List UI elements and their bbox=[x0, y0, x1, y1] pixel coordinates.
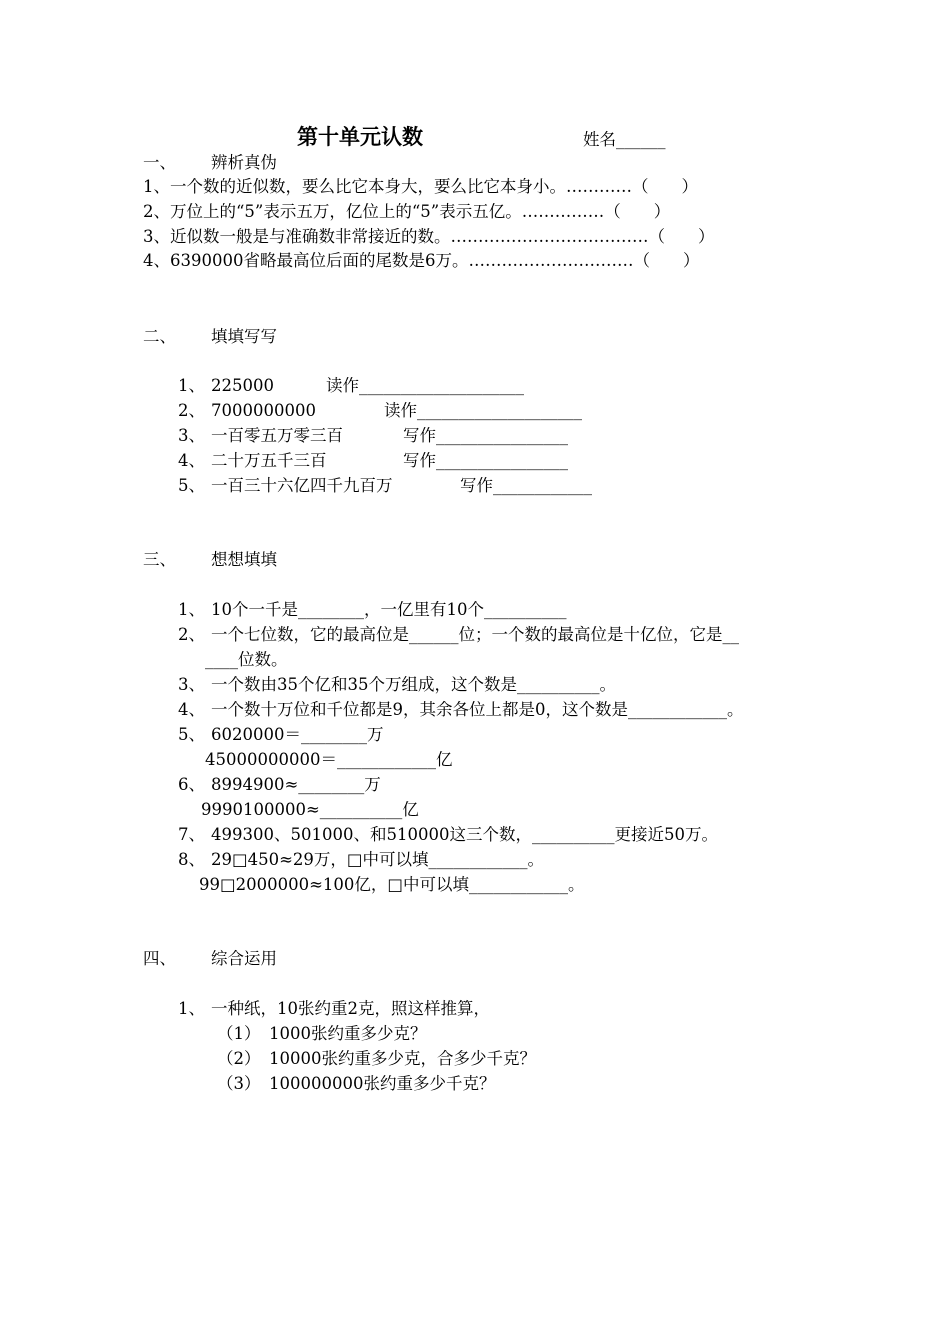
s3-item-1-number: 1、 bbox=[178, 600, 205, 619]
section-3-number: 三、 bbox=[143, 550, 176, 569]
section-3-title: 想想填填 bbox=[211, 550, 277, 569]
section-1-title: 辨析真伪 bbox=[211, 153, 277, 172]
s2-item-3-number: 3、 bbox=[178, 426, 205, 445]
s2-item-5-number: 5、 bbox=[178, 476, 205, 495]
section-2-title: 填填写写 bbox=[211, 327, 277, 346]
s4-sub-3-number: （3） bbox=[217, 1074, 261, 1093]
section-4-title: 综合运用 bbox=[211, 949, 277, 968]
s3-item-5a-text: 6020000＝________万 bbox=[211, 725, 384, 744]
s3-item-1-text: 10个一千是________，一亿里有10个__________ bbox=[211, 600, 567, 619]
s3-item-7-number: 7、 bbox=[178, 825, 205, 844]
s3-item-2-text: 一个七位数，它的最高位是______位；一个数的最高位是十亿位，它是__ bbox=[211, 625, 739, 644]
s4-sub-1-text: 1000张约重多少克？ bbox=[269, 1024, 427, 1043]
s2-item-3-text: 一百零五万零三百 bbox=[211, 426, 343, 445]
s3-item-7-text: 499300、501000、和510000这三个数，__________更接近50万。 bbox=[211, 825, 718, 844]
s2-item-1-text: 225000 bbox=[211, 376, 274, 395]
s4-item-1-text: 一种纸，10张约重2克，照这样推算， bbox=[211, 999, 490, 1018]
s4-sub-3-text: 100000000张约重多少千克？ bbox=[269, 1074, 496, 1093]
s3-item-5b-text: 45000000000＝____________亿 bbox=[205, 750, 453, 769]
s3-item-4-number: 4、 bbox=[178, 700, 205, 719]
s4-sub-1-number: （1） bbox=[217, 1024, 261, 1043]
s2-item-4-number: 4、 bbox=[178, 451, 205, 470]
s3-item-4-text: 一个数十万位和千位都是9，其余各位上都是0，这个数是____________。 bbox=[211, 700, 744, 719]
s2-item-4-text: 二十万五千三百 bbox=[211, 451, 327, 470]
section-2-number: 二、 bbox=[143, 327, 176, 346]
s4-item-1-number: 1、 bbox=[178, 999, 205, 1018]
s3-item-5-number: 5、 bbox=[178, 725, 205, 744]
s1-item-4: 4、6390000省略最高位后面的尾数是6万。…………………………（ ） bbox=[143, 251, 700, 270]
s2-item-2-answer: 读作____________________ bbox=[384, 401, 582, 420]
s2-item-3-answer: 写作________________ bbox=[403, 426, 568, 445]
s2-item-5-answer: 写作____________ bbox=[460, 476, 592, 495]
s3-item-8a-text: 29□450≈29万，□中可以填____________。 bbox=[211, 850, 544, 869]
s2-item-5-text: 一百三十六亿四千九百万 bbox=[211, 476, 393, 495]
s1-item-3: 3、近似数一般是与准确数非常接近的数。………………………………（ ） bbox=[143, 227, 715, 246]
s2-item-2-number: 2、 bbox=[178, 401, 205, 420]
s3-item-8b-text: 99□2000000≈100亿，□中可以填____________。 bbox=[199, 875, 585, 894]
s2-item-2-text: 7000000000 bbox=[211, 401, 316, 420]
s4-sub-2-text: 10000张约重多少克，合多少千克？ bbox=[269, 1049, 536, 1068]
s2-item-4-answer: 写作________________ bbox=[403, 451, 568, 470]
page-title: 第十单元认数 bbox=[297, 124, 423, 149]
s1-item-1: 1、一个数的近似数，要么比它本身大，要么比它本身小。…………（ ） bbox=[143, 177, 698, 196]
s4-sub-2-number: （2） bbox=[217, 1049, 261, 1068]
s3-item-2-number: 2、 bbox=[178, 625, 205, 644]
s3-item-8-number: 8、 bbox=[178, 850, 205, 869]
s3-item-3-number: 3、 bbox=[178, 675, 205, 694]
s2-item-1-number: 1、 bbox=[178, 376, 205, 395]
s3-item-6b-text: 9990100000≈__________亿 bbox=[201, 800, 419, 819]
section-1-number: 一、 bbox=[143, 153, 176, 172]
s3-item-3-text: 一个数由35个亿和35个万组成，这个数是__________。 bbox=[211, 675, 616, 694]
s3-item-6a-text: 8994900≈________万 bbox=[211, 775, 381, 794]
s3-item-6-number: 6、 bbox=[178, 775, 205, 794]
s1-item-2: 2、万位上的“5”表示五万，亿位上的“5”表示五亿。……………（ ） bbox=[143, 202, 671, 221]
name-field-label: 姓名______ bbox=[583, 130, 666, 149]
section-4-number: 四、 bbox=[143, 949, 176, 968]
s3-item-2-continued: ____位数。 bbox=[205, 650, 288, 669]
s2-item-1-answer: 读作____________________ bbox=[326, 376, 524, 395]
